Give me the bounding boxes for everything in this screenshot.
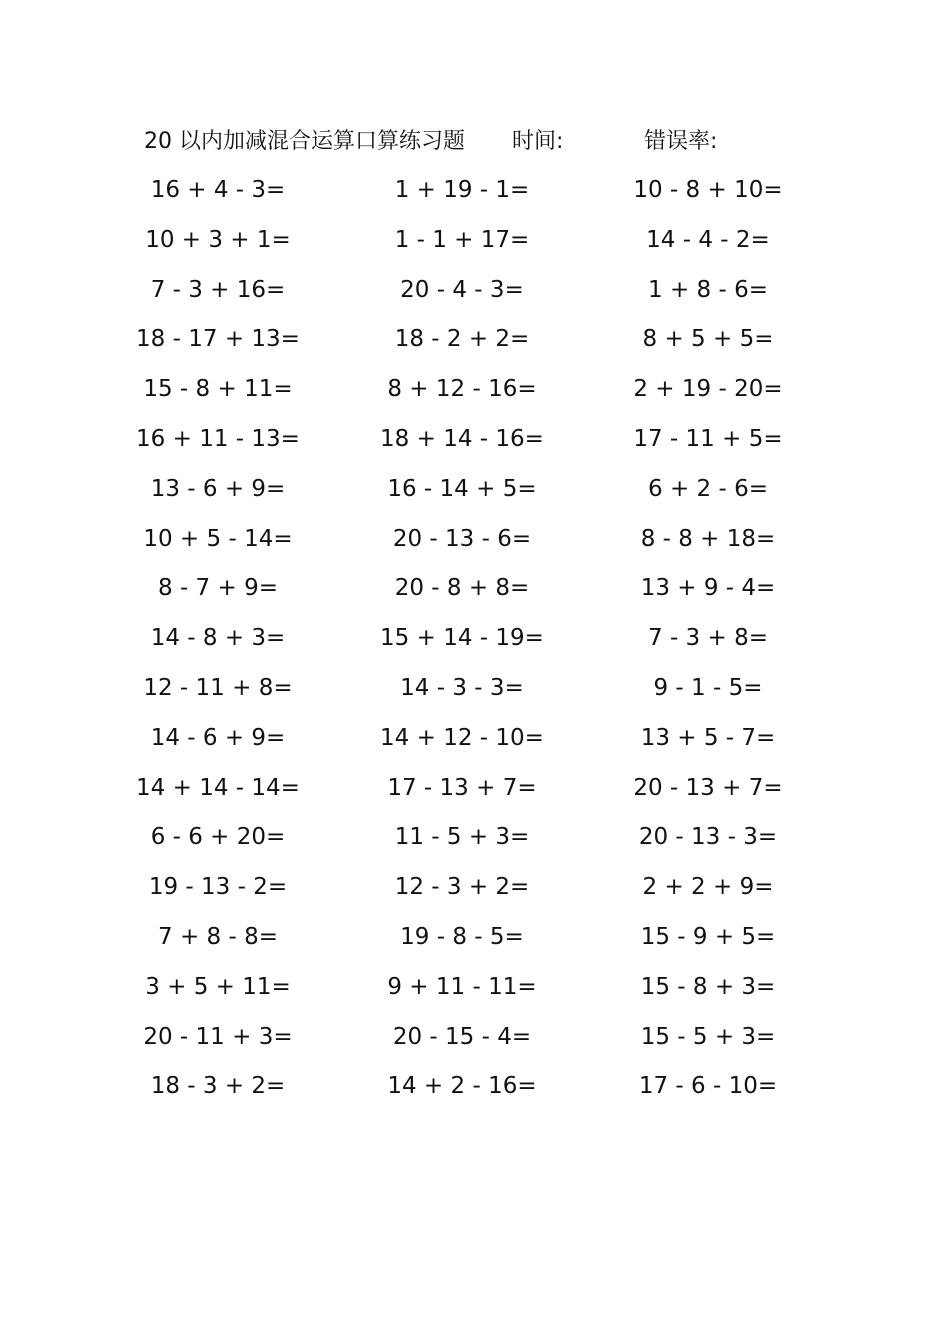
problem-item: 20 - 13 - 6= — [392, 525, 532, 552]
problem-item: 15 - 5 + 3= — [640, 1023, 776, 1050]
problem-row — [0, 714, 950, 764]
problem-item: 10 + 5 - 14= — [143, 525, 293, 552]
problem-row — [0, 266, 950, 316]
problem-item: 19 - 8 - 5= — [400, 923, 524, 950]
problem-item: 13 + 9 - 4= — [640, 575, 776, 602]
problem-row — [0, 365, 950, 415]
problem-item: 16 + 4 - 3= — [150, 177, 286, 203]
problem-item: 9 + 11 - 11= — [387, 973, 537, 1000]
problem-item: 12 - 3 + 2= — [394, 874, 530, 901]
problem-row — [0, 664, 950, 714]
problem-row — [0, 216, 950, 266]
problem-row — [0, 564, 950, 614]
problem-item: 14 - 8 + 3= — [150, 625, 286, 652]
problem-row — [0, 166, 950, 216]
problem-item: 14 - 3 - 3= — [400, 674, 524, 701]
problem-item: 2 + 2 + 9= — [642, 874, 774, 901]
problem-row — [0, 415, 950, 465]
problem-item: 2 + 19 - 20= — [633, 376, 783, 403]
problem-item: 17 - 6 - 10= — [638, 1073, 778, 1100]
problem-row — [0, 515, 950, 565]
problem-item: 18 - 3 + 2= — [150, 1073, 286, 1100]
problem-item: 20 - 11 + 3= — [143, 1023, 293, 1050]
problem-item: 7 - 3 + 16= — [150, 276, 286, 303]
problem-row — [0, 465, 950, 515]
problem-item: 6 + 2 - 6= — [648, 475, 768, 502]
problem-item: 20 - 15 - 4= — [392, 1023, 532, 1050]
problem-item: 13 + 5 - 7= — [640, 724, 776, 751]
problem-row — [0, 1062, 950, 1112]
problem-item: 18 - 2 + 2= — [394, 326, 530, 353]
time-label: 时间: — [512, 129, 564, 154]
problem-item: 11 - 5 + 3= — [394, 824, 530, 851]
problem-item: 10 + 3 + 1= — [145, 226, 291, 253]
problem-item: 17 - 13 + 7= — [387, 774, 537, 801]
problem-item: 9 - 1 - 5= — [653, 674, 763, 701]
problem-item: 14 - 6 + 9= — [150, 724, 286, 751]
problem-item: 8 + 12 - 16= — [387, 376, 537, 403]
problem-item: 7 - 3 + 8= — [648, 625, 768, 652]
problem-item: 18 - 17 + 13= — [136, 326, 300, 353]
problem-row — [0, 963, 950, 1013]
problem-grid — [0, 166, 950, 1112]
problem-item: 1 + 8 - 6= — [648, 276, 768, 303]
problem-item: 20 - 13 + 7= — [633, 774, 783, 801]
problem-item: 6 - 6 + 20= — [150, 824, 286, 851]
problem-item: 14 + 12 - 10= — [380, 724, 544, 751]
problem-row — [0, 614, 950, 664]
problem-item: 20 - 4 - 3= — [400, 276, 524, 303]
problem-item: 16 - 14 + 5= — [387, 475, 537, 502]
problem-item: 8 - 8 + 18= — [640, 525, 776, 552]
error-rate-label: 错误率: — [644, 129, 718, 154]
problem-item: 8 + 5 + 5= — [642, 326, 774, 353]
problem-item: 1 - 1 + 17= — [394, 226, 530, 253]
problem-item: 14 - 4 - 2= — [646, 226, 770, 253]
problem-item: 14 + 2 - 16= — [387, 1073, 537, 1100]
problem-item: 8 - 7 + 9= — [158, 575, 278, 602]
problem-row — [0, 1013, 950, 1063]
problem-item: 12 - 11 + 8= — [143, 674, 293, 701]
problem-item: 16 + 11 - 13= — [136, 425, 300, 452]
problem-item: 15 + 14 - 19= — [380, 625, 544, 652]
problem-row — [0, 813, 950, 863]
problem-item: 18 + 14 - 16= — [380, 425, 544, 452]
problem-row — [0, 913, 950, 963]
problem-item: 15 - 9 + 5= — [640, 923, 776, 950]
problem-item: 17 - 11 + 5= — [633, 425, 783, 452]
problem-item: 15 - 8 + 3= — [640, 973, 776, 1000]
problem-row — [0, 315, 950, 365]
problem-row — [0, 863, 950, 913]
problem-item: 15 - 8 + 11= — [143, 376, 293, 403]
problem-item: 7 + 8 - 8= — [158, 923, 278, 950]
problem-item: 20 - 8 + 8= — [394, 575, 530, 602]
problem-item: 3 + 5 + 11= — [145, 973, 291, 1000]
problem-item: 20 - 13 - 3= — [638, 824, 778, 851]
problem-item: 10 - 8 + 10= — [633, 177, 783, 203]
worksheet-title: 20 以内加减混合运算口算练习题 — [144, 129, 465, 154]
problem-item: 1 + 19 - 1= — [394, 177, 530, 203]
problem-row — [0, 764, 950, 814]
problem-item: 13 - 6 + 9= — [150, 475, 286, 502]
problem-item: 19 - 13 - 2= — [148, 874, 288, 901]
worksheet-header — [0, 122, 950, 162]
problem-item: 14 + 14 - 14= — [136, 774, 300, 801]
